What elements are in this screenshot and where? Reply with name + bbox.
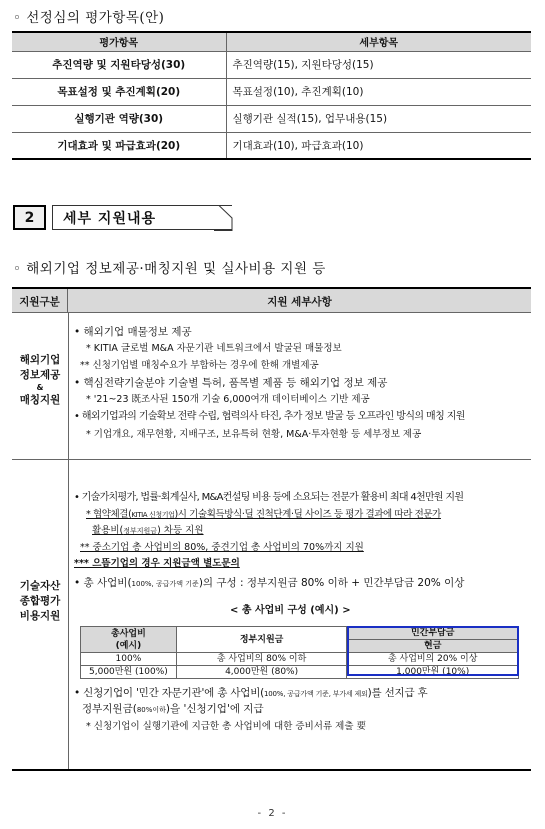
table-cell: 5,000만원 (100%) [81,666,177,679]
cost-table-title: < 총 사업비 구성 (예시) > [230,605,351,616]
list-item: • 핵심전략기술분야 기술별 특허, 품목별 제품 등 해외기업 정보 제공 [74,377,388,389]
table-row [12,105,531,132]
evaluation-criteria-table [12,31,531,160]
category-tech-asset-evaluation: 기술자산 종합평가 비용지원 [19,580,61,622]
list-note: ** 신청기업별 매칭수요가 부합하는 경우에 한해 개별제공 [80,360,319,371]
section-number: 2 [13,205,46,230]
criteria-item: 목표설정 및 추진계획(20) [12,78,226,105]
list-note: * 신청기업이 실행기관에 지급한 총 사업비에 대한 증비서류 제출 要 [86,721,367,732]
criteria-detail: 목표설정(10), 추진계획(10) [226,78,531,105]
table-header: 정부지원금 [176,627,347,653]
table-header: 지원구분 [12,289,68,313]
category-info-matching: 해외기업 정보제공 & 매칭지원 [19,354,61,406]
page-number: - 2 - [257,808,288,819]
list-note: * 기업개요, 재무현황, 지배구조, 보유특허 현황, M&A·투자현황 등 세부정보 제공 [86,429,422,440]
list-item: • 해외기업 매물정보 제공 [74,326,192,338]
cost-composition-table [80,626,519,679]
folded-corner-decoration [214,205,234,231]
criteria-detail: 실행기관 실적(15), 업무내용(15) [226,105,531,132]
table-header: 평가항목 [12,32,226,51]
table-header: 세부항목 [226,32,531,51]
section-title: 세부 지원내용 [52,205,232,230]
list-item: • 총 사업비(100%, 공급가액 기준)의 구성 : 정부지원금 80% 이하 + 민간부담금 20% 이상 [74,577,465,589]
table-header: 현금 [347,640,519,653]
table-header: 지원 세부사항 [267,295,332,308]
section2-subheading: ◦ 해외기업 정보제공·매칭지원 및 실사비용 지원 등 [13,261,326,277]
list-note: ** 중소기업 총 사업비의 80%, 중견기업 총 사업비의 70%까지 지원 [80,542,364,553]
table-header: 민간부담금 [347,627,519,640]
list-item-continued: 정부지원금(80%이하)을 '신청기업'에 지급 [82,703,264,715]
list-item: • 기술가치평가, 법률·회계실사, M&A컨설팅 비용 등에 소요되는 전문가 활용비 최대 4천만원 지원 [74,492,464,503]
list-item: • 신청기업이 '민간 자문기관'에 총 사업비(100%, 공급가액 기준, 부가세 제외)를 선지급 후 [74,687,428,699]
criteria-detail: 기대효과(10), 파급효과(10) [226,132,531,159]
table-row [81,666,519,679]
list-note: 활용비(정부지원금) 차등 지원 [92,525,204,536]
list-note: * KITIA 글로벌 M&A 자문기관 네트워크에서 발굴된 매물정보 [86,343,342,354]
list-note: * 협약체결(KITIA 신청기업)시 기술획득방식·딜 진척단계·딜 사이즈 등 평가 결과에 따라 전문가 [86,509,441,520]
list-note: * '21~23 既조사된 150개 기술 6,000여개 데이터베이스 기반 제공 [86,394,370,405]
table-cell: 1,000만원 (10%) [347,666,519,679]
table-cell: 총 사업비의 80% 이하 [176,653,347,666]
table-row [12,78,531,105]
criteria-item: 추진역량 및 지원타당성(30) [12,51,226,78]
criteria-item: 실행기관 역량(30) [12,105,226,132]
criteria-item: 기대효과 및 파급효과(20) [12,132,226,159]
table-cell: 4,000만원 (80%) [176,666,347,679]
table-row [12,51,531,78]
table-cell: 100% [81,653,177,666]
table-row [81,653,519,666]
section1-heading: ◦ 선정심의 평가항목(안) [13,10,165,26]
table-row [12,132,531,159]
table-header: 총사업비 (예시) [81,627,177,653]
list-item: • 해외기업과의 기술확보 전략 수립, 협력의사 타진, 추가 정보 발굴 등 오프라인 방식의 매칭 지원 [74,411,465,422]
table-cell: 총 사업비의 20% 이상 [347,653,519,666]
table-header-row [12,289,531,313]
list-note: *** 으뜸기업의 경우 지원금액 별도문의 [74,558,240,569]
criteria-detail: 추진역량(15), 지원타당성(15) [226,51,531,78]
